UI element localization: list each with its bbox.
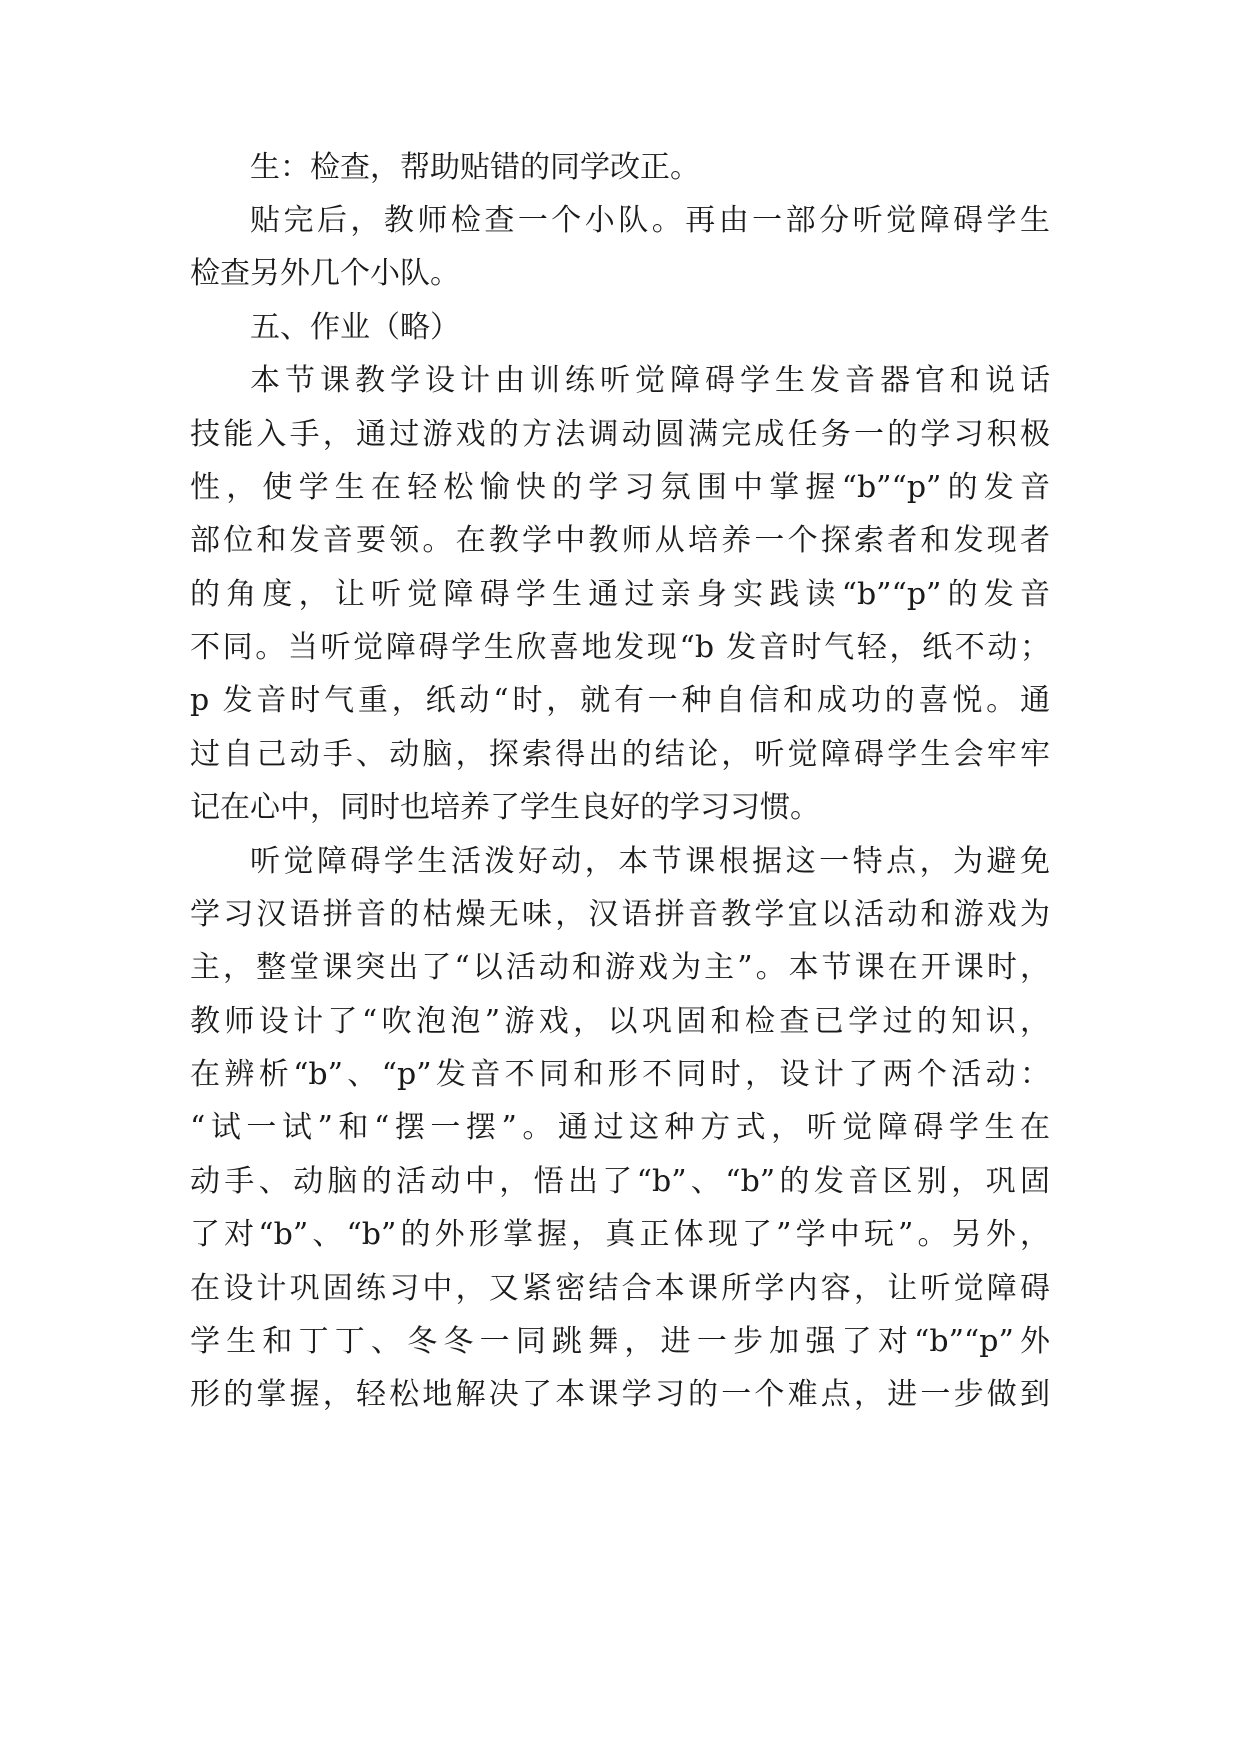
text-line: 贴完后，教师检查一个小队。再由一部分听觉障碍学生 [250,203,1050,238]
text-line: 听觉障碍学生活泼好动，本节课根据这一特点，为避免 [250,844,1050,879]
text-line: 动手、动脑的活动中，悟出了“b”、“b”的发音区别，巩固 [190,1164,1050,1199]
section-heading: 五、作业（略） [250,310,460,345]
text-line: 学习汉语拼音的枯燥无味，汉语拼音教学宜以活动和游戏为 [190,897,1050,932]
text-line: 检查另外几个小队。 [190,256,460,291]
text-line: “试一试”和“摆一摆”。通过这种方式，听觉障碍学生在 [190,1110,1050,1145]
text-line: 了对“b”、“b”的外形掌握，真正体现了”学中玩”。另外， [190,1217,1050,1252]
text-line: 的角度，让听觉障碍学生通过亲身实践读“b”“p”的发音 [190,577,1050,612]
text-line: 技能入手，通过游戏的方法调动圆满完成任务一的学习积极 [190,417,1050,452]
text-line: 部位和发音要领。在教学中教师从培养一个探索者和发现者 [190,523,1050,558]
text-line: 主，整堂课突出了“以活动和游戏为主”。本节课在开课时， [190,950,1050,985]
text-line: 形的掌握，轻松地解决了本课学习的一个难点，进一步做到 [190,1377,1050,1412]
text-line: 过自己动手、动脑，探索得出的结论，听觉障碍学生会牢牢 [190,737,1050,772]
text-line: 不同。当听觉障碍学生欣喜地发现“b 发音时气轻，纸不动； [190,630,1050,665]
text-line: 性，使学生在轻松愉快的学习氛围中掌握“b”“p”的发音 [190,470,1050,505]
text-line: p 发音时气重，纸动“时，就有一种自信和成功的喜悦。通 [190,683,1050,718]
text-line: 在设计巩固练习中，又紧密结合本课所学内容，让听觉障碍 [190,1271,1050,1306]
text-line: 本节课教学设计由训练听觉障碍学生发音器官和说话 [250,363,1050,398]
text-line: 在辨析“b”、“p”发音不同和形不同时，设计了两个活动： [190,1057,1050,1092]
text-line: 教师设计了“吹泡泡”游戏，以巩固和检查已学过的知识， [190,1004,1050,1039]
text-line: 学生和丁丁、冬冬一同跳舞，进一步加强了对“b”“p”外 [190,1324,1050,1359]
text-line: 生：检查，帮助贴错的同学改正。 [250,150,700,185]
text-line: 记在心中，同时也培养了学生良好的学习习惯。 [190,790,820,825]
